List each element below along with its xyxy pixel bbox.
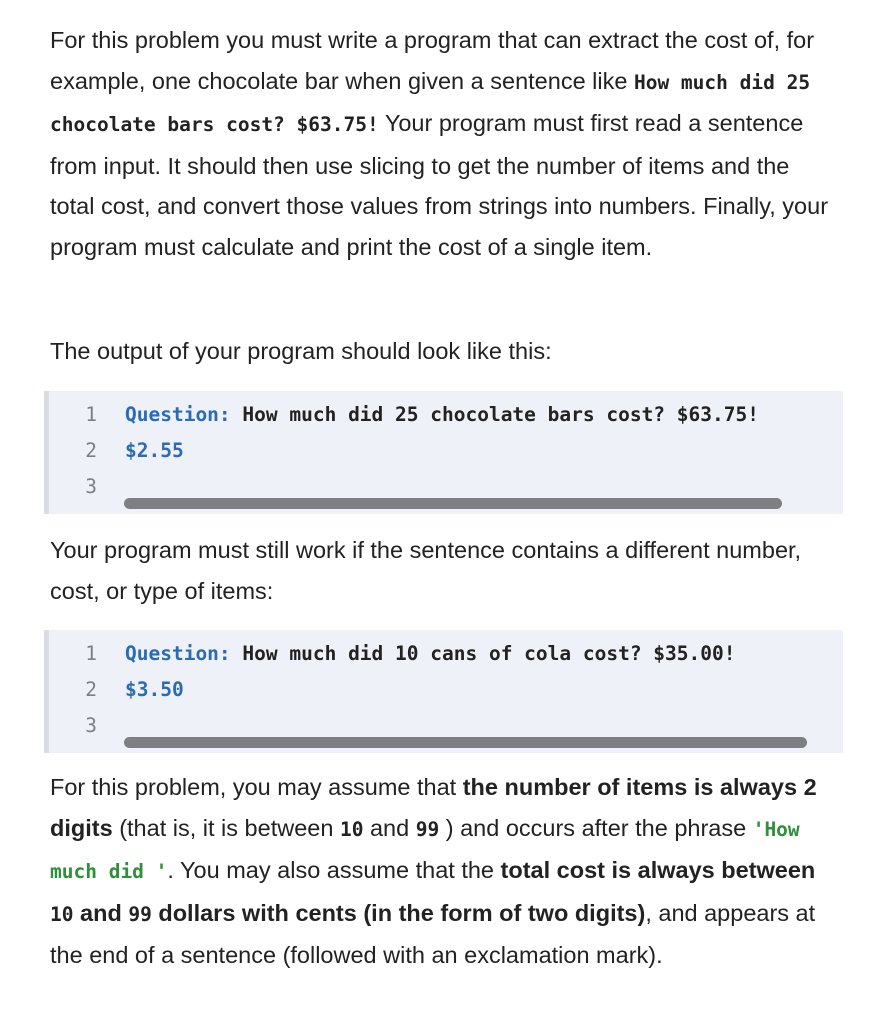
inline-code-phrase: 'How much did ': [50, 817, 800, 883]
assumption-bold: and: [73, 899, 129, 926]
output-intro-paragraph: The output of your program should look like this:: [50, 338, 552, 364]
assumptions-paragraph: [50, 767, 840, 976]
question-input-text: How much did 10 cans of cola cost? $35.00!: [230, 642, 736, 665]
inline-code: 10: [50, 902, 74, 926]
question-prompt: Question:: [125, 642, 231, 665]
horizontal-scrollbar[interactable]: [124, 498, 782, 509]
line-number: 1: [85, 403, 97, 426]
horizontal-scrollbar[interactable]: [124, 737, 807, 748]
still-work-paragraph: Your program must still work if the sentence contains a different number, cost, or type of items:: [50, 537, 802, 604]
assumption-text: . You may also assume that the: [167, 857, 501, 883]
assumption-bold: the number of items is always 2 digits: [50, 774, 817, 841]
inline-code: 99: [128, 902, 152, 926]
line-number: 1: [85, 642, 97, 665]
code-line: [49, 636, 843, 672]
line-number: 3: [85, 475, 97, 498]
program-output: $2.55: [125, 439, 184, 462]
assumption-text: and: [363, 814, 416, 841]
line-number: 2: [85, 439, 97, 462]
assumption-bold: total cost is always between: [500, 857, 816, 883]
line-number: 2: [85, 678, 97, 701]
assumption-text: ) and occurs after the phrase: [439, 814, 753, 841]
example-output-block-2: [44, 630, 843, 753]
assumption-text: (that is, it is between: [112, 814, 340, 841]
example-output-block-1: [44, 391, 843, 514]
inline-code: 99: [415, 817, 440, 841]
intro-text-2: Your program must first read a sentence from input. It should then use slicing to get the number of items and the total cost, and convert those values from strings into numbers. Finally, your program must calculate and print the cost of a single item.: [50, 110, 829, 260]
code-line: [49, 433, 843, 469]
intro-paragraph: [50, 20, 840, 267]
assumption-text: , and appears at the end of a sentence (followed with an exclamation mark).: [50, 899, 816, 968]
inline-code: 10: [339, 817, 364, 841]
intro-text-1: For this problem you must write a program that can extract the cost of, for example, one chocolate bar when given a sentence like: [50, 27, 815, 94]
question-prompt: Question:: [125, 403, 231, 426]
assumption-bold: dollars with cents (in the form of two digits): [151, 899, 646, 926]
code-line: [49, 672, 843, 708]
question-input-text: How much did 25 chocolate bars cost? $63.75!: [230, 403, 759, 426]
program-output: $3.50: [125, 678, 184, 701]
example-sentence-code: How much did 25 chocolate bars cost? $63.75!: [50, 70, 811, 136]
line-number: 3: [85, 714, 97, 737]
assumption-text: For this problem, you may assume that: [50, 774, 463, 800]
code-line: [49, 397, 843, 433]
